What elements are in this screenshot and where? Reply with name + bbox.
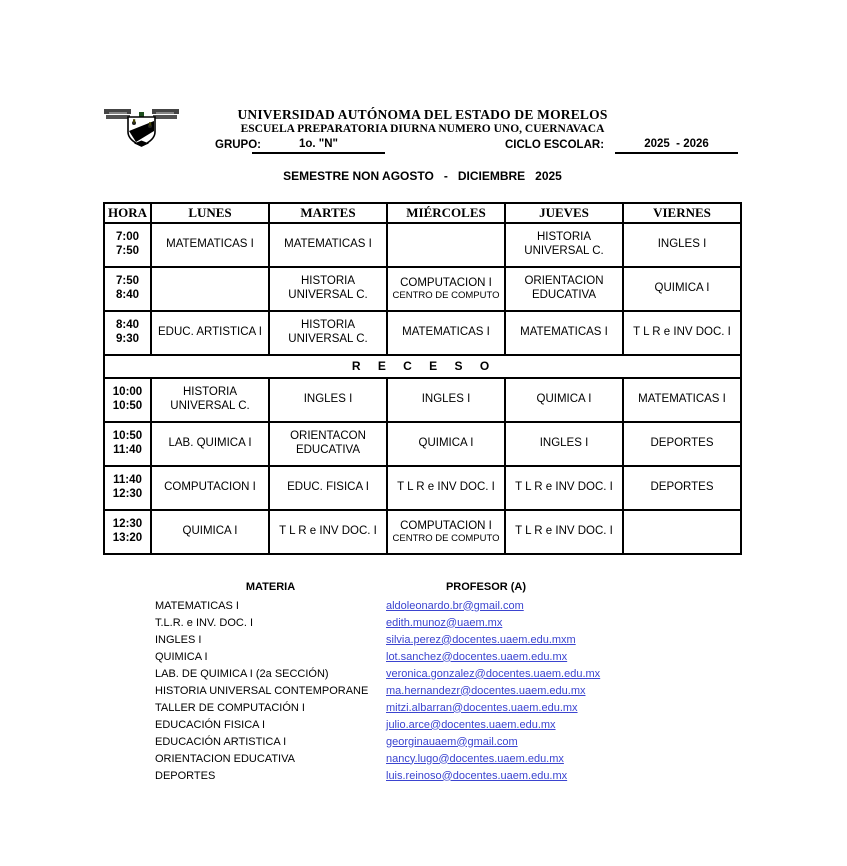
time-start: 8:40 [115, 319, 140, 332]
subject-label: DEPORTES [155, 769, 216, 782]
schedule-cell: LAB. QUIMICA I [151, 422, 269, 466]
list-item [155, 665, 695, 682]
professor-email-link[interactable]: veronica.gonzalez@docentes.uaem.edu.mx [386, 667, 601, 680]
schedule-cell: T L R e INV DOC. I [269, 510, 387, 554]
university-title: UNIVERSIDAD AUTÓNOMA DEL ESTADO DE MORELOS [237, 107, 608, 122]
schedule-cell-main: COMPUTACION I [400, 276, 492, 289]
col-header-miercoles: MIÉRCOLES [387, 203, 505, 223]
time-cell [104, 267, 151, 311]
staff-list [155, 597, 695, 784]
list-item [155, 631, 695, 648]
schedule-cell: ORIENTACION EDUCATIVA [505, 267, 623, 311]
time-end: 10:50 [112, 400, 143, 412]
schedule-table [103, 202, 742, 555]
school-title: ESCUELA PREPARATORIA DIURNA NUMERO UNO, CUERNAVACA [240, 123, 605, 135]
schedule-cell: EDUC. FISICA I [269, 466, 387, 510]
time-start: 7:50 [115, 275, 140, 288]
receso-cell: R E C E S O [104, 355, 741, 378]
schedule-row [104, 311, 741, 355]
schedule-cell [623, 510, 741, 554]
schedule-cell: T L R e INV DOC. I [505, 510, 623, 554]
schedule-cell [387, 267, 505, 311]
schedule-cell: ORIENTACON EDUCATIVA [269, 422, 387, 466]
schedule-cell: COMPUTACION I [151, 466, 269, 510]
col-header-lunes: LUNES [151, 203, 269, 223]
time-cell [104, 311, 151, 355]
professor-email-link[interactable]: georginauaem@gmail.com [386, 735, 518, 748]
schedule-cell: MATEMATICAS I [623, 378, 741, 422]
schedule-cell: EDUC. ARTISTICA I [151, 311, 269, 355]
professor-email-link[interactable]: luis.reinoso@docentes.uaem.edu.mx [386, 769, 568, 782]
schedule-header-row [104, 203, 741, 223]
schedule-cell: MATEMATICAS I [387, 311, 505, 355]
subject-label: T.L.R. e INV. DOC. I [155, 616, 254, 629]
professor-email-link[interactable]: nancy.lugo@docentes.uaem.edu.mx [386, 752, 564, 765]
schedule-cell: MATEMATICAS I [505, 311, 623, 355]
schedule-cell: INGLES I [387, 378, 505, 422]
time-start: 7:00 [115, 231, 140, 244]
subject-label: QUIMICA I [155, 650, 208, 663]
time-cell [104, 466, 151, 510]
time-end: 11:40 [113, 444, 142, 456]
subject-label: INGLES I [155, 633, 202, 646]
schedule-row [104, 510, 741, 554]
time-cell [104, 422, 151, 466]
list-item [155, 716, 695, 733]
ciclo-escolar-label: CICLO ESCOLAR: [505, 139, 605, 151]
schedule-cell: QUIMICA I [505, 378, 623, 422]
time-cell [104, 223, 151, 267]
schedule-cell: T L R e INV DOC. I [387, 466, 505, 510]
semester-title: SEMESTRE NON AGOSTO - DICIEMBRE 2025 [283, 169, 562, 183]
time-end: 13:20 [112, 532, 143, 544]
schedule-cell: DEPORTES [623, 422, 741, 466]
list-item [155, 733, 695, 750]
subject-label: HISTORIA UNIVERSAL CONTEMPORANE [155, 684, 369, 697]
list-item [155, 699, 695, 716]
schedule-cell: MATEMATICAS I [269, 223, 387, 267]
schedule-row [104, 223, 741, 267]
list-item [155, 767, 695, 784]
schedule-cell: QUIMICA I [623, 267, 741, 311]
col-header-viernes: VIERNES [623, 203, 741, 223]
time-cell [104, 378, 151, 422]
list-item [155, 648, 695, 665]
schedule-cell: MATEMATICAS I [151, 223, 269, 267]
grupo-value: 1o. "N" [252, 138, 385, 154]
col-header-jueves: JUEVES [505, 203, 623, 223]
time-end: 9:30 [115, 333, 140, 345]
schedule-cell [387, 510, 505, 554]
profesor-header: PROFESOR (A) [445, 581, 527, 593]
subject-label: ORIENTACION EDUCATIVA [155, 752, 295, 765]
schedule-cell: HISTORIA UNIVERSAL C. [269, 267, 387, 311]
professor-email-link[interactable]: julio.arce@docentes.uaem.edu.mx [386, 718, 556, 731]
schedule-cell: INGLES I [505, 422, 623, 466]
schedule-cell-sub: CENTRO DE COMPUTO [392, 533, 500, 545]
time-cell [104, 510, 151, 554]
schedule-cell: HISTORIA UNIVERSAL C. [269, 311, 387, 355]
time-end: 12:30 [112, 488, 143, 500]
schedule-cell-sub: CENTRO DE COMPUTO [392, 290, 500, 302]
ciclo-escolar-value: 2025 - 2026 [615, 138, 738, 154]
col-header-martes: MARTES [269, 203, 387, 223]
grupo-label: GRUPO: [215, 139, 261, 151]
schedule-cell: HISTORIA UNIVERSAL C. [505, 223, 623, 267]
time-start: 10:50 [112, 430, 143, 443]
subject-label: EDUCACIÓN ARTISTICA I [155, 735, 287, 748]
schedule-cell-main: COMPUTACION I [400, 519, 492, 532]
subject-label: MATEMATICAS I [155, 599, 239, 612]
professor-email-link[interactable]: edith.munoz@uaem.mx [386, 616, 503, 629]
time-start: 11:40 [113, 474, 142, 487]
schedule-cell [151, 267, 269, 311]
schedule-cell: INGLES I [269, 378, 387, 422]
schedule-row [104, 267, 741, 311]
list-item [155, 682, 695, 699]
professor-email-link[interactable]: aldoleonardo.br@gmail.com [386, 599, 524, 612]
professor-email-link[interactable]: silvia.perez@docentes.uaem.edu.mxm [386, 633, 576, 646]
materia-header: MATERIA [245, 581, 296, 593]
schedule-cell: QUIMICA I [387, 422, 505, 466]
schedule-cell: T L R e INV DOC. I [623, 311, 741, 355]
professor-email-link[interactable]: mitzi.albarran@docentes.uaem.edu.mx [386, 701, 578, 714]
subject-label: LAB. DE QUIMICA I (2a SECCIÓN) [155, 667, 329, 680]
schedule-cell: T L R e INV DOC. I [505, 466, 623, 510]
time-start: 12:30 [112, 518, 143, 531]
schedule-cell: INGLES I [623, 223, 741, 267]
list-item [155, 597, 695, 614]
subject-label: TALLER DE COMPUTACIÓN I [155, 701, 305, 714]
professor-email-link[interactable]: ma.hernandezr@docentes.uaem.edu.mx [386, 684, 586, 697]
time-end: 8:40 [115, 289, 140, 301]
schedule-row [104, 466, 741, 510]
col-header-hora: HORA [104, 203, 151, 223]
time-end: 7:50 [115, 245, 140, 257]
receso-row [104, 355, 741, 378]
schedule-cell: QUIMICA I [151, 510, 269, 554]
schedule-row [104, 422, 741, 466]
list-item [155, 614, 695, 631]
schedule-cell: HISTORIA UNIVERSAL C. [151, 378, 269, 422]
time-start: 10:00 [112, 386, 143, 399]
schedule-cell [387, 223, 505, 267]
professor-email-link[interactable]: lot.sanchez@docentes.uaem.edu.mx [386, 650, 568, 663]
list-item [155, 750, 695, 767]
schedule-row [104, 378, 741, 422]
schedule-cell: DEPORTES [623, 466, 741, 510]
subject-label: EDUCACIÓN FISICA I [155, 718, 266, 731]
